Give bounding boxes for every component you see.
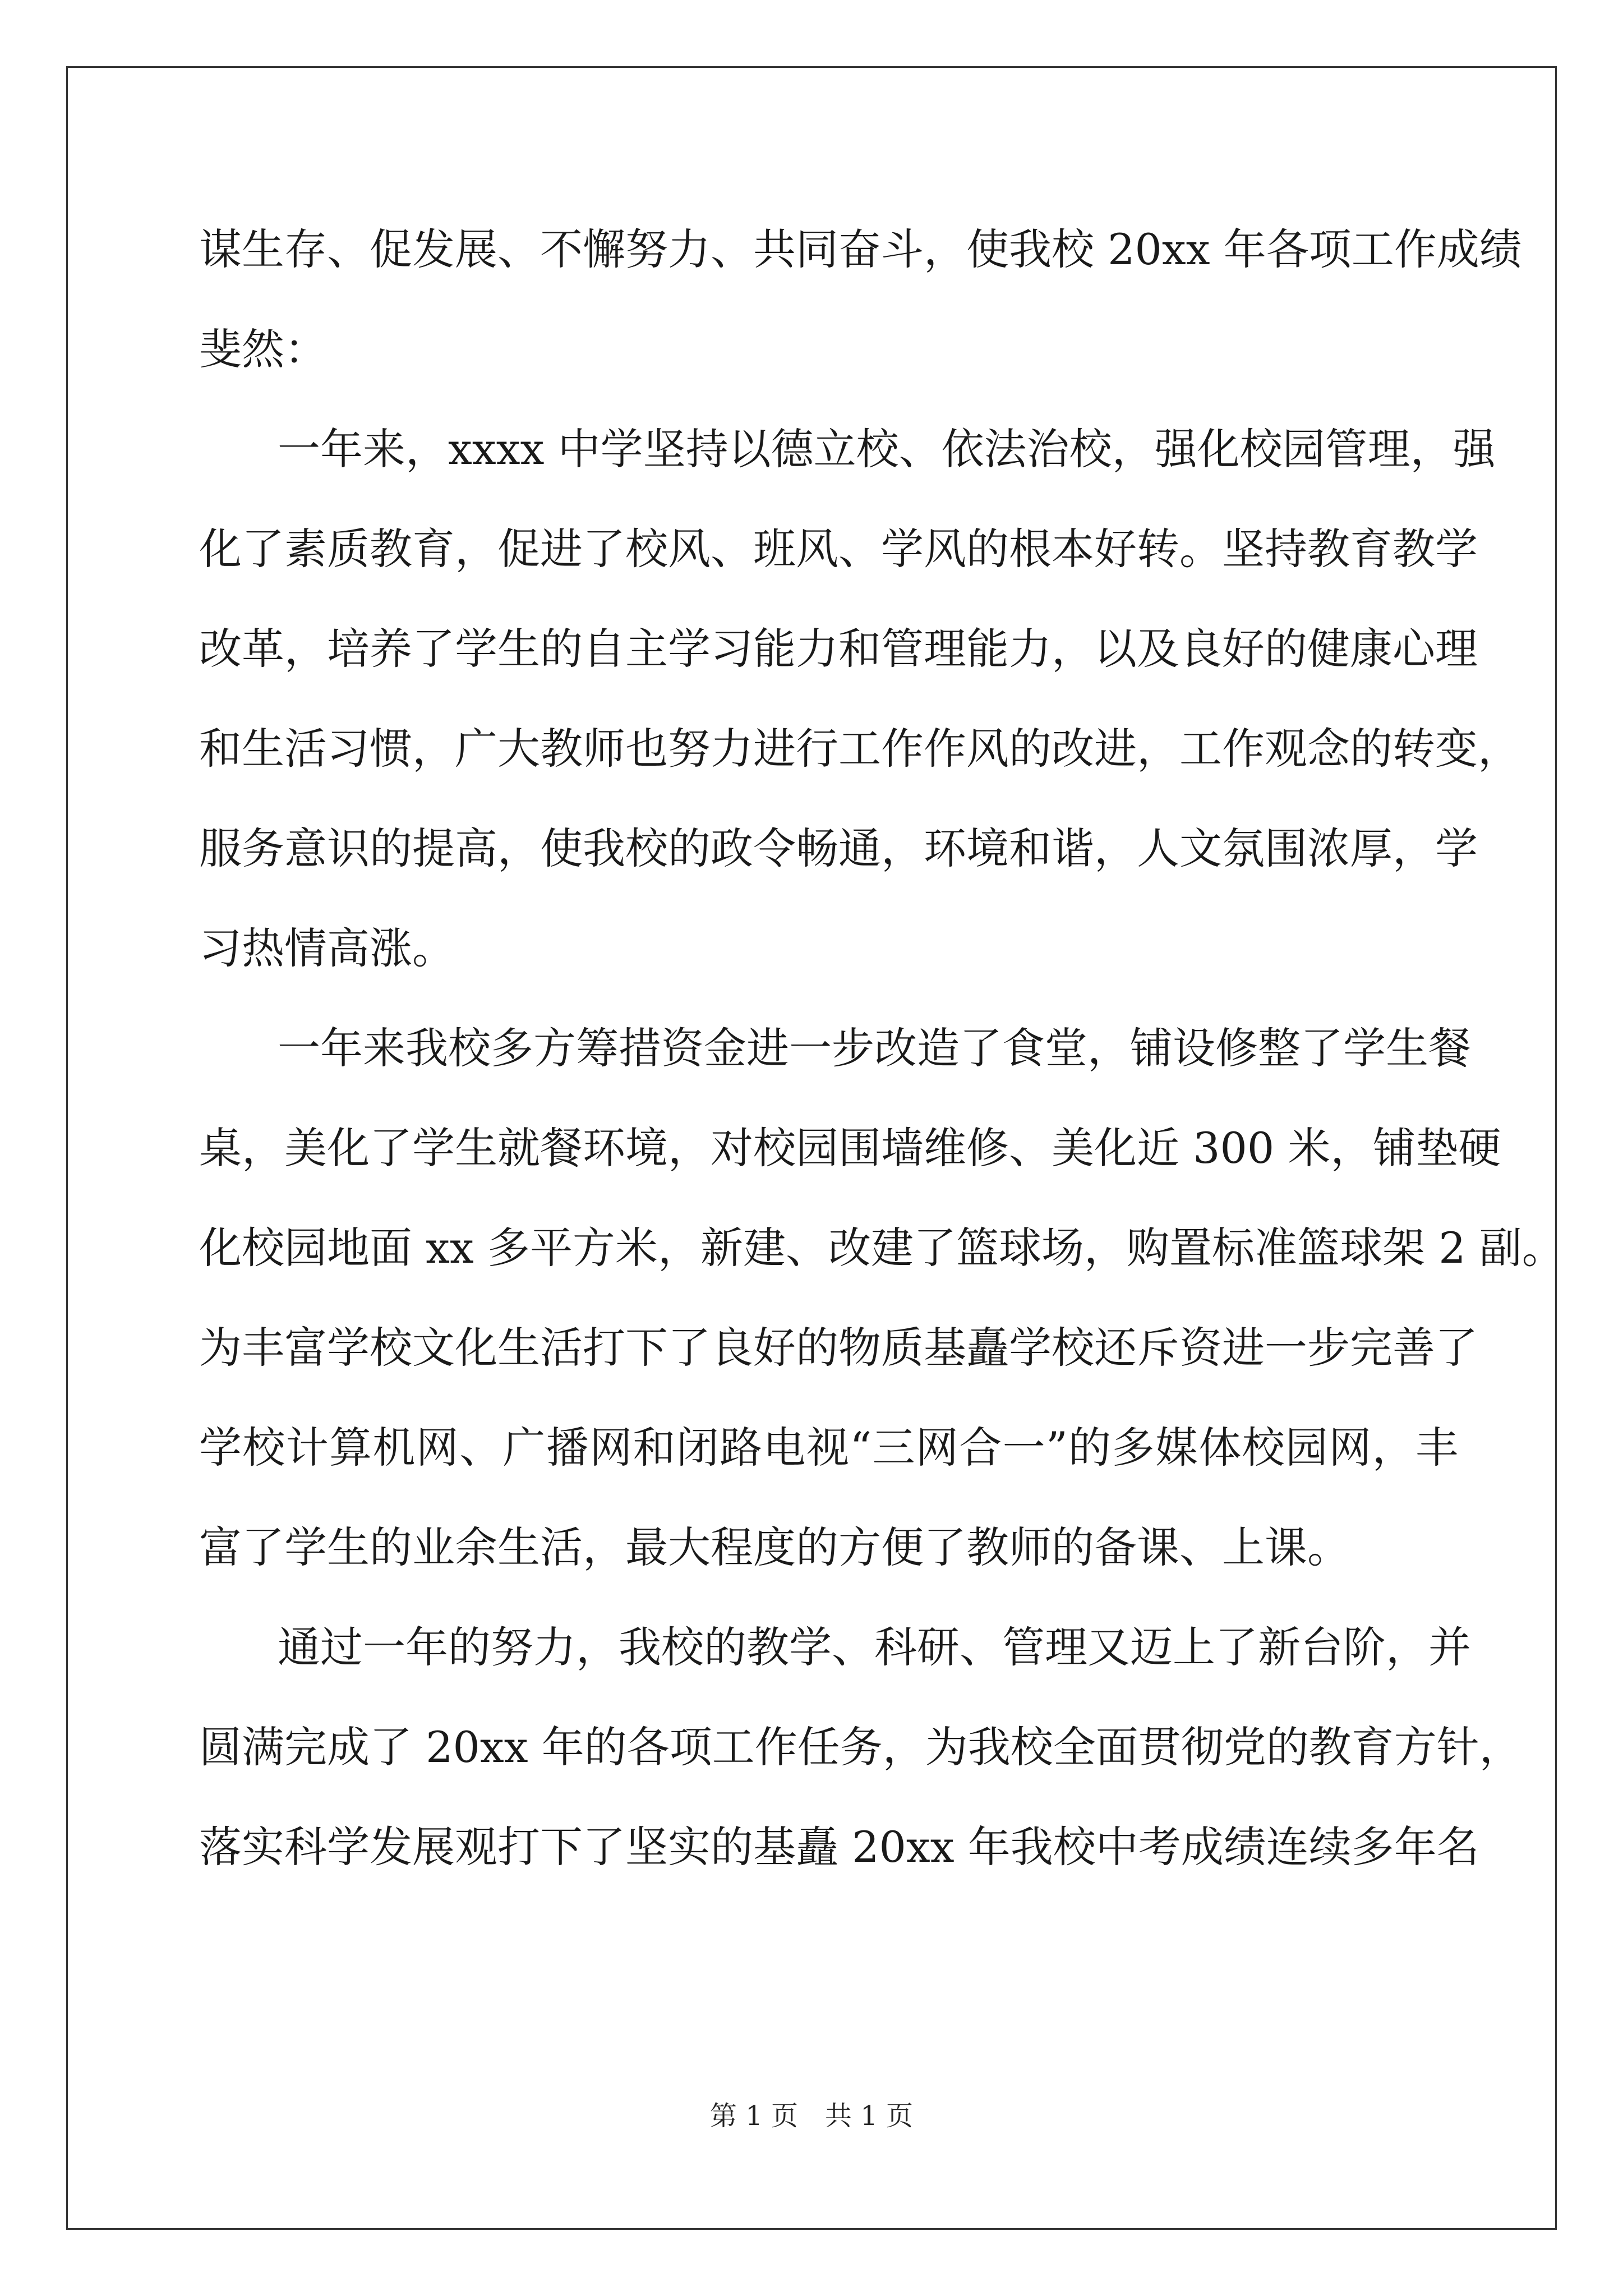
text-line: 落实科学发展观打下了坚实的基矗 20xx 年我校中考成绩连续多年名 [199, 1822, 1479, 1872]
text-line: 习热情高涨。 [199, 923, 455, 973]
text-line: 谋生存、促发展、不懈努力、共同奋斗，使我校 20xx 年各项工作成绩 [199, 224, 1522, 274]
text-line: 服务意识的提高，使我校的政令畅通，环境和谐，人文氛围浓厚，学 [199, 823, 1478, 873]
document-body [199, 208, 1565, 1905]
page-footer [0, 2094, 1623, 2133]
page-number: 第 1 页 [709, 2100, 798, 2132]
text-line: 富了学生的业余生活，最大程度的方便了教师的备课、上课。 [199, 1522, 1350, 1572]
text-line: 通过一年的努力，我校的教学、科研、管理又迈上了新台阶，并 [278, 1622, 1471, 1672]
text-line: 和生活习惯，广大教师也努力进行工作作风的改进，工作观念的转变， [199, 724, 1520, 774]
text-line: 改革，培养了学生的自主学习能力和管理能力，以及良好的健康心理 [199, 624, 1478, 674]
text-line: 圆满完成了 20xx 年的各项工作任务，为我校全面贯彻党的教育方针， [199, 1722, 1522, 1772]
text-line: 为丰富学校文化生活打下了良好的物质基矗学校还斥资进一步完善了 [199, 1323, 1478, 1373]
page-total: 共 1 页 [825, 2100, 914, 2132]
text-line: 一年来，xxxx 中学坚持以德立校、依法治校，强化校园管理，强 [278, 424, 1496, 474]
text-line: 化了素质教育，促进了校风、班风、学风的根本好转。坚持教育教学 [199, 524, 1478, 574]
text-line: 学校计算机网、广播网和闭路电视“三网合一”的多媒体校园网，丰 [199, 1423, 1458, 1473]
text-line: 桌，美化了学生就餐环境，对校园围墙维修、美化近 300 米，铺垫硬 [199, 1123, 1501, 1173]
text-line: 一年来我校多方筹措资金进一步改造了食堂，铺设修整了学生餐 [278, 1023, 1471, 1073]
text-line: 化校园地面 xx 多平方米，新建、改建了篮球场，购置标准篮球架 2 副。 [199, 1223, 1565, 1273]
text-line: 斐然： [199, 324, 327, 374]
